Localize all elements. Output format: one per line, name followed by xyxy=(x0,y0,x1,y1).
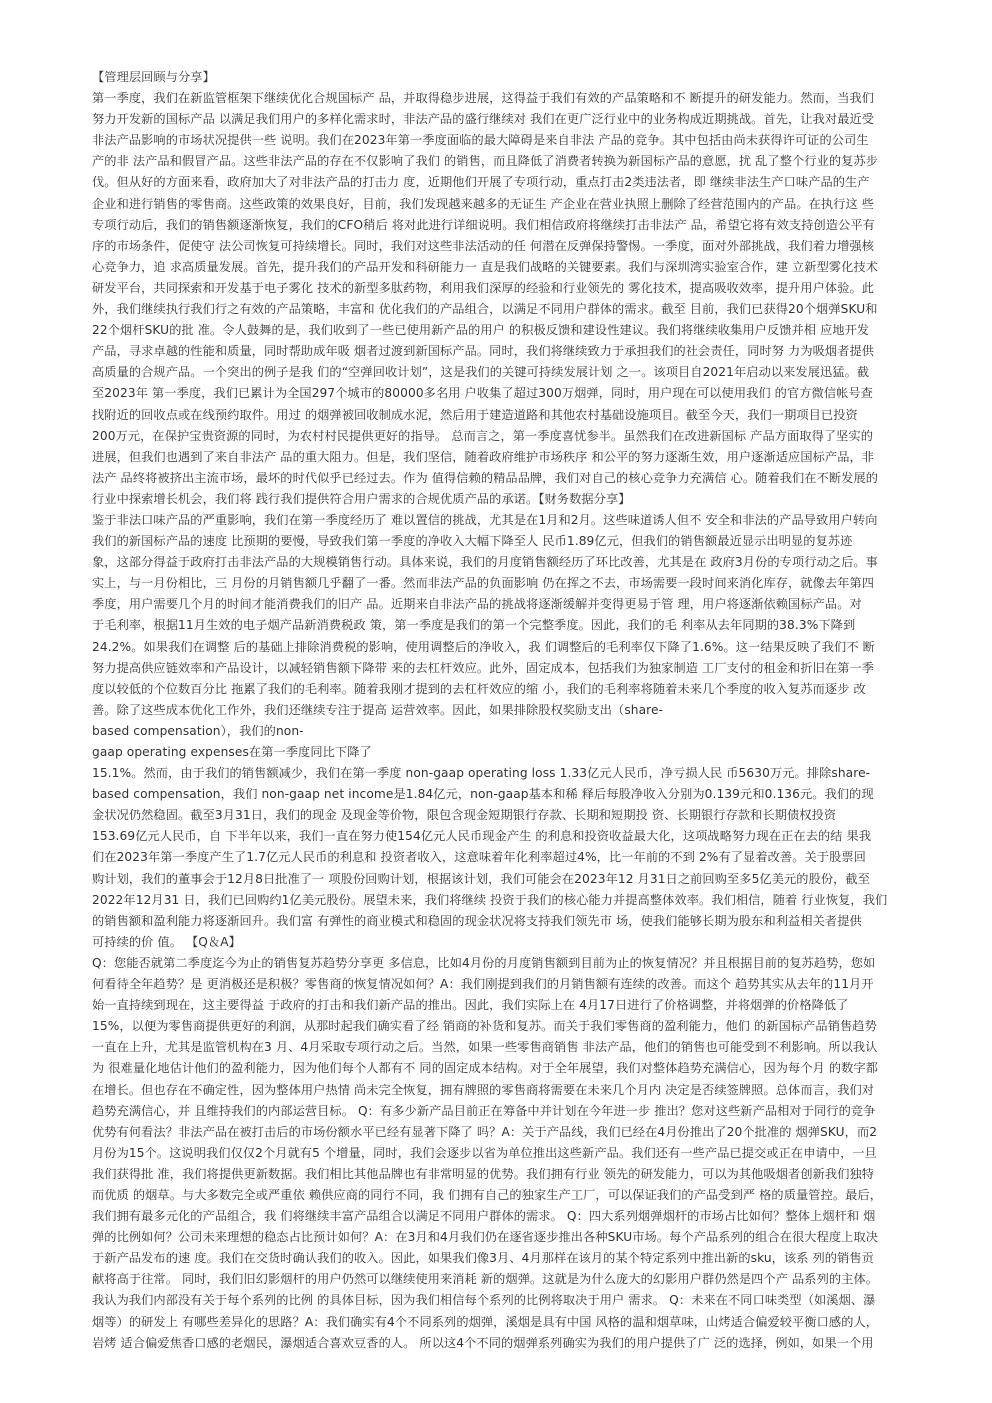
text-line: based compensation），我们的non- xyxy=(92,723,304,738)
text-line: 为 很难量化地估计他们的盈利能力，因为他们每个人都有不 同的固定成本结构。对于全年展望，我们对整体趋势充满信心，因为每个月 的数字都 xyxy=(92,1061,879,1076)
document-body xyxy=(92,67,942,1354)
text-line: 伐。但从好的方面来看，政府加大了对非法产品的打击力 度，近期他们开展了专项行动，重点打击2类违法者，即 继续非法生产口味产品的生产 xyxy=(92,175,870,190)
text-line: 行业中探索增长机会，我们将 践行我们提供符合用户需求的合规优质产品的承诺。【财务数据分享】 xyxy=(92,491,631,506)
text-line: 外，我们继续执行我们行之有效的产品策略，丰富和 优化我们的产品组合，以满足不同用户群体的需求。截至 目前，我们已获得20个烟弹SKU和 xyxy=(92,302,878,317)
text-line: 我们的新国标产品的速度 比预期的要慢，导致我们第一季度的净收入大幅下降至人 民币1.89亿元，但我们的销售额最近显示出明显的复苏迹 xyxy=(92,534,853,549)
text-line: 专项行动后，我们的销售额逐渐恢复，我们的CFO稍后 将对此进行详细说明。我们相信政府将继续打击非法产 品，希望它将有效支持创造公平有 xyxy=(92,217,875,232)
text-line: 产的非 法产品和假冒产品。这些非法产品的存在不仅影响了我们 的销售，而且降低了消费者转换为新国标产品的意愿，扰 乱了整个行业的复苏步 xyxy=(92,154,879,169)
text-line: 购计划，我们的董事会于12月8日批准了一 项股份回购计划，根据该计划，我们可能会在2023年12 月31日之前回购至多5亿美元的股份，截至 xyxy=(92,871,871,886)
text-line: 于新产品发布的速 度。我们在交货时确认我们的收入。因此，如果我们像3月、4月那样在该月的某个特定系列中推出新的sku，该系 列的销售贡 xyxy=(92,1251,874,1266)
text-line: 22个烟杆SKU的批 准。令人鼓舞的是，我们收到了一些已使用新产品的用户 的积极反馈和建设性建议。我们将继续收集用户反馈并相 应地开发 xyxy=(92,323,870,338)
text-line: 努力开发新的国标产品 以满足我们用户的多样化需求时，非法产品的盛行继续对 我们在更广泛行业中的业务构成近期挑战。首先，让我对最近受 xyxy=(92,112,875,127)
text-line: gaap operating expenses在第一季度同比下降了 xyxy=(92,745,372,759)
text-line: 序的市场条件，促使守 法公司恢复可持续增长。同时，我们对这些非法活动的任 何潜在反弹保持警惕。一季度，面对外部挑战，我们着力增强核 xyxy=(92,238,875,253)
text-line: 心竞争力，追 求高质量发展。首先，提升我们的产品开发和科研能力一 直是我们战略的关键要素。我们与深圳湾实验室合作，建 立新型雾化技术 xyxy=(92,259,879,274)
text-line: 趋势充满信心，并 且维持我们的内部运营目标。 Q：有多少新产品目前正在筹备中并计划在今年进一步 推出？您对这些新产品相对于同行的竞争 xyxy=(92,1103,876,1118)
text-line: 研发平台，共同探索和开发基于电子雾化 技术的新型多肽药物，利用我们深厚的经验和行业领先的 雾化技术，提高吸收效率，提升用户体验。此 xyxy=(92,280,875,295)
text-line: 产品，寻求卓越的性能和质量，同时帮助成年吸 烟者过渡到新国标产品。同时，我们将继续致力于承担我们的社会责任，同时努 力为吸烟者提供 xyxy=(92,344,875,359)
text-line: 第一季度，我们在新监管框架下继续优化合规国标产 品，并取得稳步进展，这得益于我们有效的产品策略和不 断提升的研发能力。然而，当我们 xyxy=(92,91,875,106)
text-line: 于毛利率，根据11月生效的电子烟产品新消费税政 策，第一季度是我们的第一个完整季度。因此，我们的毛 利率从去年同期的38.3%下降到 xyxy=(92,618,856,633)
text-line: 们在2023年第一季度产生了1.7亿元人民币的利息和 投资者收入，这意味着年化利率超过4%，比一年前的不到 2%有了显着改善。关于股票回 xyxy=(92,850,866,865)
text-line: 高质量的合规产品。一个突出的例子是我 们的“空弹回收计划”，这是我们的关键可持续发展计划 之一。该项目自2021年启动以来发展迅猛。截 xyxy=(92,365,870,380)
text-line: 我们获得批 准，我们将提供更新数据。我们相比其他品牌也有非常明显的优势。我们拥有行业 领先的研发能力，可以为其他吸烟者创新我们独特 xyxy=(92,1166,875,1181)
text-line: 弹的比例如何？公司未来理想的稳态占比预计如何？A：在3月和4月我们仍在逐省逐步推出各种SKU市场。每个产品系列的组合在很大程度上取决 xyxy=(92,1230,879,1245)
text-line: 可持续的价 值。 【Q＆A】 xyxy=(92,934,241,949)
text-line: 努力提高供应链效率和产品设计，以减轻销售额下降带 来的去杠杆效应。此外，固定成本，包括我们为独家制造 工厂支付的租金和折旧在第一季 xyxy=(92,660,875,675)
text-line: 2022年12月31 日，我们已回购约1亿美元股份。展望未来，我们将继续 投资于我们的核心能力并提高整体效率。我们相信，随着 行业恢复，我们 xyxy=(92,892,888,907)
text-line: 善。除了这些成本优化工作外，我们还继续专注于提高 运营效率。因此，如果排除股权奖励支出（share- xyxy=(92,702,664,717)
text-line: 实上，与一月份相比，三 月份的月销售额几乎翻了一番。然而非法产品的负面影响 仍在挥之不去，市场需要一段时间来消化库存，就像去年第四 xyxy=(92,576,875,591)
text-line: 岩烤 适合偏爱焦香口感的老烟民，瀑烟适合喜欢豆香的人。 所以这4个不同的烟弹系列确实为我们的用户提供了广 泛的选择，例如，如果一个用 xyxy=(92,1335,874,1350)
text-line: 鉴于非法口味产品的严重影响，我们在第一季度经历了 难以置信的挑战，尤其是在1月和2月。这些味道诱人但不 安全和非法的产品导致用户转向 xyxy=(92,512,878,527)
text-line: 优势有何看法？非法产品在被打击后的市场份额水平已经有显著下降了 吗？A：关于产品线，我们已经在4月份推出了20个批准的 烟弹SKU，而2 xyxy=(92,1124,878,1139)
text-line: Q：您能否就第二季度迄今为止的销售复苏趋势分享更 多信息，比如4月份的月度销售额到目前为止的恢复情况？并且根据目前的复苏趋势，您如 xyxy=(92,955,876,970)
text-line: 15.1%。然而，由于我们的销售额减少，我们在第一季度 non-gaap operating loss 1.33亿元人民币，净亏损人民 币5630万元。排除share- xyxy=(92,766,871,781)
text-line: 始一直持续到现在，这主要得益 于政府的打击和我们新产品的推出。因此，我们实际上在 4月17日进行了价格调整，并将烟弹的价格降低了 xyxy=(92,998,849,1013)
text-line: 15%，以便为零售商提供更好的利润，从那时起我们确实看了经 销商的补货和复苏。而关于我们零售商的盈利能力，他们 的新国标产品销售趋势 xyxy=(92,1019,877,1034)
text-line: 一直在上升，尤其是监管机构在3 月、4月采取专项行动之后。当然，如果一些零售商销售 非法产品，他们的销售也可能受到不利影响。所以我认 xyxy=(92,1040,878,1055)
text-line: 献将高于往常。 同时，我们旧幻影烟杆的用户仍然可以继续使用来消耗 新的烟弹。这就是为什么庞大的幻影用户群仍然是四个产 品系列的主体。 xyxy=(92,1272,879,1287)
text-line: 企业和进行销售的零售商。这些政策的效果良好，目前，我们发现越来越多的无证生 产企业在营业执照上删除了经营范围内的产品。在执行这 些 xyxy=(92,196,875,211)
text-line: 象，这部分得益于政府打击非法产品的大规模销售行动。具体来说，我们的月度销售额经历了环比改善，尤其是在 政府3月份的专项行动之后。事 xyxy=(92,555,878,570)
text-line: 季度，用户需要几个月的时间才能消费我们的旧产 品。近期来自非法产品的挑战将逐渐缓解并变得更易于管 理，用户将逐渐依赖国标产品。对 xyxy=(92,597,862,612)
text-line: 我们拥有最多元化的产品组合，我 们将继续丰富产品组合以满足不同用户群体的需求。 Q：四大系列烟弹烟杆的市场占比如何？整体上烟杆和 烟 xyxy=(92,1209,876,1224)
text-line: 的销售额和盈利能力将逐渐回升。我们富 有弹性的商业模式和稳固的现金状况将支持我们领先市 场，使我们能够长期为股东和利益相关者提供 xyxy=(92,913,862,928)
text-line: 153.69亿元人民币，自 下半年以来，我们一直在努力使154亿元人民币现金产生 的利息和投资收益最大化，这项战略努力现在正在去的结 果我 xyxy=(92,829,872,844)
text-line: 在增长。但也存在不确定性，因为整体用户热情 尚未完全恢复，拥有牌照的零售商将需要在未来几个月内 决定是否续签牌照。总体而言，我们对 xyxy=(92,1082,875,1097)
text-line: 烟等）的研发上 有哪些差异化的思路？A：我们确实有4个不同系列的烟弹，溪烟是具有中国 风格的温和烟草味，山烤适合偏爱较平衡口感的人， xyxy=(92,1314,879,1329)
text-line: 而优质 的烟草。与大多数完全或严重依 赖供应商的同行不同，我 们拥有自己的独家生产工厂，可以保证我们的产品受到严 格的质量管控。最后， xyxy=(92,1187,883,1202)
text-line: 何看待全年趋势？是 更消极还是积极？零售商的恢复情况如何？A：我们刚提到我们的月销售额有连续的改善。而这个 趋势其实从去年的11月开 xyxy=(92,977,874,992)
text-line: 月份为15个。这说明我们仅仅2个月就有5 个增量，同时，我们会逐步以省为单位推出这些新产品。我们还有一些产品已提交或正在申请中，一旦 xyxy=(92,1145,877,1160)
text-line: 找附近的回收点或在线预约取件。用过 的烟弹被回收制成水泥，然后用于建造道路和其他农村基础设施项目。截至今天，我们一期项目已投资 xyxy=(92,407,858,422)
text-line: 法产 品终将被挤出主流市场，最坏的时代似乎已经过去。作为 值得信赖的精品品牌，我们对自己的核心竞争力充满信 心。随着我们在不断发展的 xyxy=(92,470,879,485)
text-line: 我认为我们内部没有关于每个系列的比例 的具体目标，因为我们相信每个系列的比例将取决于用户 需求。 Q：未来在不同口味类型（如溪烟、瀑 xyxy=(92,1293,876,1308)
text-line: 金状况仍然稳固。截至3月31日，我们的现金 及现金等价物，限包含现金短期银行存款、长期和短期投 资、长期银行存款和长期债权投资 xyxy=(92,808,837,823)
text-line: 度以较低的个位数百分比 拖累了我们的毛利率。随着我刚才提到的去杠杆效应的缩 小，我们的毛利率将随着未来几个季度的收入复苏而逐步 改 xyxy=(92,681,866,696)
text-line: 非法产品影响的市场状况提供一些 说明。我们在2023年第一季度面临的最大障碍是来自非法 产品的竞争。其中包括由尚未获得许可证的公司生 xyxy=(92,133,869,148)
text-line: 200万元，在保护宝贵资源的同时，为农村村民提供更好的指导。 总而言之，第一季度喜忧参半。虽然我们在改进新国标 产品方面取得了坚实的 xyxy=(92,428,874,443)
text-line: 进展，但我们也遇到了来自非法产 品的重大阻力。但是，我们坚信，随着政府维护市场秩序 和公平的努力逐渐生效，用户逐渐适应国标产品，非 xyxy=(92,449,875,464)
text-line: 至2023年 第一季度，我们已累计为全国297个城市的80000多名用 户收集了超过300万烟弹，同时，用户现在可以使用我们 的官方微信帐号查 xyxy=(92,386,873,401)
text-line: 24.2%。如果我们在调整 后的基础上排除消费税的影响，使用调整后的净收入，我 们调整后的毛利率仅下降了1.6%。这一结果反映了我们不 断 xyxy=(92,639,875,654)
text-line: based compensation，我们 non-gaap net income是1.84亿元，non-gaap基本和稀 释后每股净收入分别为0.139元和0.136元。我们的现 xyxy=(92,787,874,802)
text-line: 【管理层回顾与分享】 xyxy=(92,70,215,84)
